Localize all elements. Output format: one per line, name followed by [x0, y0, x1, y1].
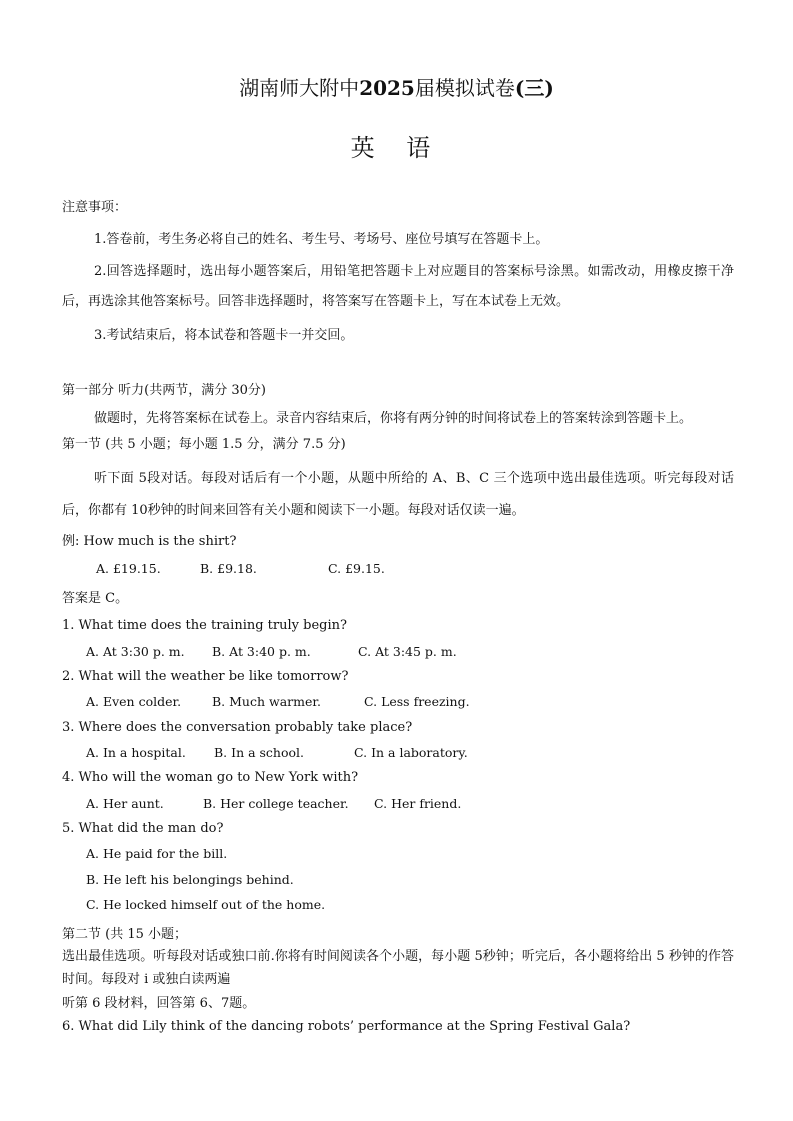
example-question: 例: How much is the shirt? — [62, 534, 237, 549]
note-item-1: 1.答卷前，考生务必将自己的姓名、考生号、考场号、座位号填写在答题卡上。 — [94, 232, 549, 247]
q2-option-b: B. Much warmer. — [212, 694, 321, 709]
q5-option-a: A. He paid for the bill. — [86, 846, 228, 861]
section1-instruction: 听下面 5段对话。每段对话后有一个小题，从题中所给的 A、B、C 三个选项中选出最佳选项。听完每段对话后，你都有 10秒钟的时间来回答有关小题和阅读下一小题。每段对话仅读一遍。 — [62, 471, 734, 518]
q5-option-c: C. He locked himself out of the home. — [86, 897, 326, 912]
q3-option-b: B. In a school. — [214, 745, 305, 760]
q1-option-a: A. At 3:30 p. m. — [86, 644, 185, 659]
subject-heading: 英 语 — [350, 134, 443, 162]
q1-option-b: B. At 3:40 p. m. — [212, 644, 311, 659]
question-6: 6. What did Lily think of the dancing robots’ performance at the Spring Festival Gala? — [62, 1019, 631, 1034]
material-6-instruction: 听第 6 段材料，回答第 6、7题。 — [62, 996, 256, 1011]
page-title — [0, 76, 793, 100]
q4-option-b: B. Her college teacher. — [203, 796, 349, 811]
notes-heading: 注意事项： — [62, 200, 128, 215]
example-option-c: C. £9.15. — [328, 561, 385, 576]
title-year: 2025 — [359, 76, 415, 100]
note-item-3: 3.考试结束后，将本试卷和答题卡一并交回。 — [94, 328, 354, 343]
part1-heading: 第一部分 听力(共两节，满分 30分) — [62, 383, 266, 398]
title-suffix: (三) — [514, 76, 554, 100]
title-mid: 届模拟试卷 — [414, 76, 515, 100]
q2-option-a: A. Even colder. — [86, 694, 182, 709]
example-option-a: A. £19.15. — [96, 561, 161, 576]
section1-heading: 第一节 (共 5 小题；每小题 1.5 分，满分 7.5 分) — [62, 437, 346, 452]
question-2: 2. What will the weather be like tomorrow? — [62, 669, 349, 684]
question-4: 4. Who will the woman go to New York with? — [62, 770, 359, 785]
q4-option-c: C. Her friend. — [374, 796, 462, 811]
section2-heading: 第二节 (共 15 小题； — [62, 927, 188, 942]
example-option-b: B. £9.18. — [200, 561, 257, 576]
question-1: 1. What time does the training truly begin? — [62, 618, 347, 633]
q3-option-a: A. In a hospital. — [86, 745, 186, 760]
section2-instruction: 选出最佳选项。听每段对话或独口前.你将有时间阅读各个小题，每小题 5秒钟；听完后，各小题将给出 5 秒钟的作答时间。每段对 i 或独白读两遍 — [62, 949, 734, 987]
title-prefix: 湖南师大附中 — [239, 76, 360, 100]
example-answer: 答案是 C。 — [62, 591, 129, 606]
part1-instruction: 做题时，先将答案标在试卷上。录音内容结束后，你将有两分钟的时间将试卷上的答案转涂到答题卡上。 — [94, 411, 693, 426]
q1-option-c: C. At 3:45 p. m. — [358, 644, 457, 659]
q4-option-a: A. Her aunt. — [86, 796, 164, 811]
q5-option-b: B. He left his belongings behind. — [86, 872, 294, 887]
q3-option-c: C. In a laboratory. — [354, 745, 468, 760]
question-5: 5. What did the man do? — [62, 821, 224, 836]
q2-option-c: C. Less freezing. — [364, 694, 470, 709]
question-3: 3. Where does the conversation probably take place? — [62, 720, 413, 735]
note-item-2: 2.回答选择题时，选出每小题答案后，用铅笔把答题卡上对应题目的答案标号涂黑。如需改动，用橡皮擦干净后，再选涂其他答案标号。回答非选择题时，将答案写在答题卡上，写在本试卷上无效。 — [62, 264, 734, 309]
